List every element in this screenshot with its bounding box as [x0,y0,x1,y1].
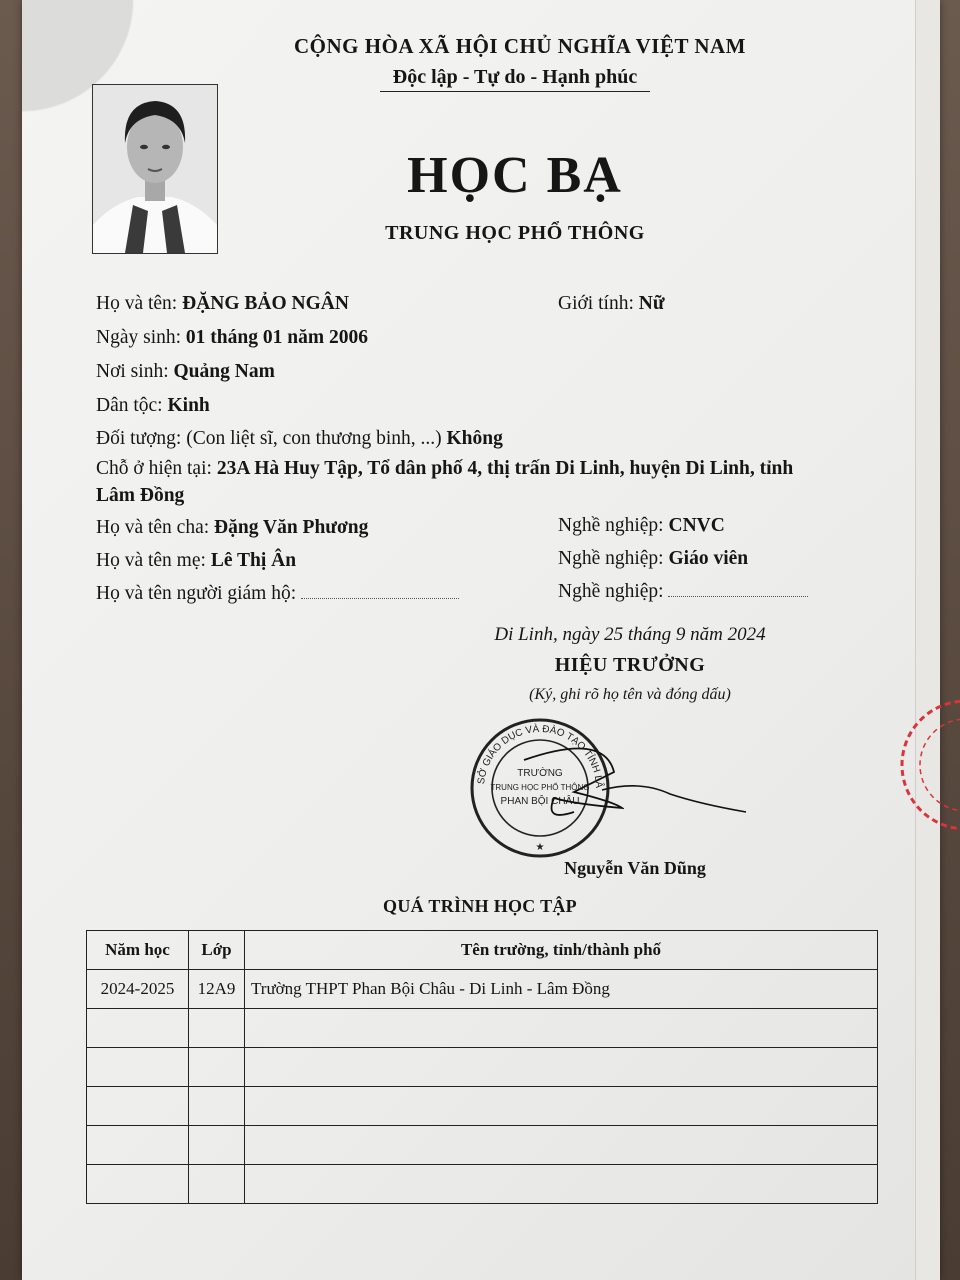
red-stamp-fragment [896,690,960,840]
guardian-job-row [558,580,808,604]
empty-cell [245,1165,878,1204]
dob-label: Ngày sinh: [96,327,182,348]
empty-cell [245,1009,878,1048]
mother-name: Lê Thị Ân [210,550,297,571]
table-row [87,970,878,1009]
signature-date: Di Linh, ngày 25 tháng 9 năm 2024 [494,624,766,645]
empty-cell [87,1048,189,1087]
category-label: Đối tượng: (Con liệt sĩ, con thương binh, ...) [96,428,442,449]
father-label: Họ và tên cha: [96,517,210,538]
cell-school: Trường THPT Phan Bội Châu - Di Linh - Lâm Đồng [245,970,878,1009]
empty-cell [245,1087,878,1126]
header-school: Tên trường, tỉnh/thành phố [245,931,878,970]
mother-row [96,549,296,573]
empty-cell [245,1048,878,1087]
svg-text:SỞ GIÁO DỤC VÀ ĐÀO TẠO TỈNH LÂ: SỞ GIÁO DỤC VÀ ĐÀO TẠO TỈNH LÂ [476,723,605,789]
dob-row [96,326,368,350]
signer-name: Nguyễn Văn Dũng [564,858,706,878]
table-row [87,1087,878,1126]
name-row [96,292,349,316]
student-dob: 01 tháng 01 năm 2006 [185,327,368,348]
table-row [87,1165,878,1204]
page-edge [915,0,940,1280]
gender-row [558,292,665,316]
table-row [87,1009,878,1048]
guardian-label: Họ và tên người giám hộ: [96,583,297,604]
svg-text:TRUNG HỌC PHỔ THÔNG: TRUNG HỌC PHỔ THÔNG [490,783,590,792]
address-row-2 [96,484,184,508]
signature-note: (Ký, ghi rõ họ tên và đóng dấu) [529,686,731,703]
empty-cell [189,1165,245,1204]
svg-text:TRƯỜNG: TRƯỜNG [517,768,563,779]
mother-label: Họ và tên mẹ: [96,550,206,571]
history-table [86,930,878,1204]
birthplace-row [96,360,275,384]
signature-role: HIỆU TRƯỞNG [554,654,706,676]
svg-text:PHAN BỘI CHÂU: PHAN BỘI CHÂU [500,796,580,807]
empty-cell [87,1165,189,1204]
empty-cell [245,1126,878,1165]
document-subtitle: TRUNG HỌC PHỔ THÔNG [385,222,645,244]
name-label: Họ và tên: [96,293,178,314]
empty-cell [189,1087,245,1126]
empty-cell [189,1009,245,1048]
empty-cell [189,1048,245,1087]
guardian-row [96,582,459,606]
header-class: Lớp [189,931,245,970]
father-name: Đặng Văn Phương [214,517,369,538]
student-category: Không [446,428,503,449]
student-birthplace: Quảng Nam [173,361,275,382]
signature-stroke [600,770,750,820]
guardian-job-blank [668,582,808,597]
father-row [96,516,368,540]
student-gender: Nữ [638,293,665,314]
empty-cell [189,1126,245,1165]
gender-label: Giới tính: [558,293,634,314]
address-label: Chỗ ở hiện tại: [96,458,212,479]
empty-cell [87,1126,189,1165]
ethnicity-row [96,394,210,418]
document-title: HỌC BẠ [407,147,623,204]
birthplace-label: Nơi sinh: [96,361,169,382]
father-job: CNVC [668,515,725,536]
guardian-job-label: Nghề nghiệp: [558,581,664,602]
cell-school-year: 2024-2025 [87,970,189,1009]
father-job-label: Nghề nghiệp: [558,515,664,536]
table-row [87,1048,878,1087]
empty-cell [87,1087,189,1126]
student-address-line2: Lâm Đồng [96,485,185,506]
history-header-row [87,931,878,970]
cell-class: 12A9 [189,970,245,1009]
student-name: ĐẶNG BẢO NGÂN [182,293,349,314]
category-row [96,427,503,451]
student-ethnicity: Kinh [167,395,210,416]
nation-header: CỘNG HÒA XÃ HỘI CHỦ NGHĨA VIỆT NAM [293,34,747,58]
guardian-blank [301,584,459,599]
empty-cell [87,1009,189,1048]
mother-job-row [558,547,748,571]
mother-job: Giáo viên [668,548,749,569]
father-job-row [558,514,725,538]
address-row [96,457,793,481]
motto: Độc lập - Tự do - Hạnh phúc [380,66,650,92]
mother-job-label: Nghề nghiệp: [558,548,664,569]
header-school-year: Năm học [87,931,189,970]
ethnicity-label: Dân tộc: [96,395,163,416]
student-photo [92,84,218,254]
student-address-line1: 23A Hà Huy Tập, Tổ dân phố 4, thị trấn Di Linh, huyện Di Linh, tỉnh [216,458,794,479]
table-row [87,1126,878,1165]
svg-text:★: ★ [535,842,545,853]
history-title: QUÁ TRÌNH HỌC TẬP [383,896,577,916]
